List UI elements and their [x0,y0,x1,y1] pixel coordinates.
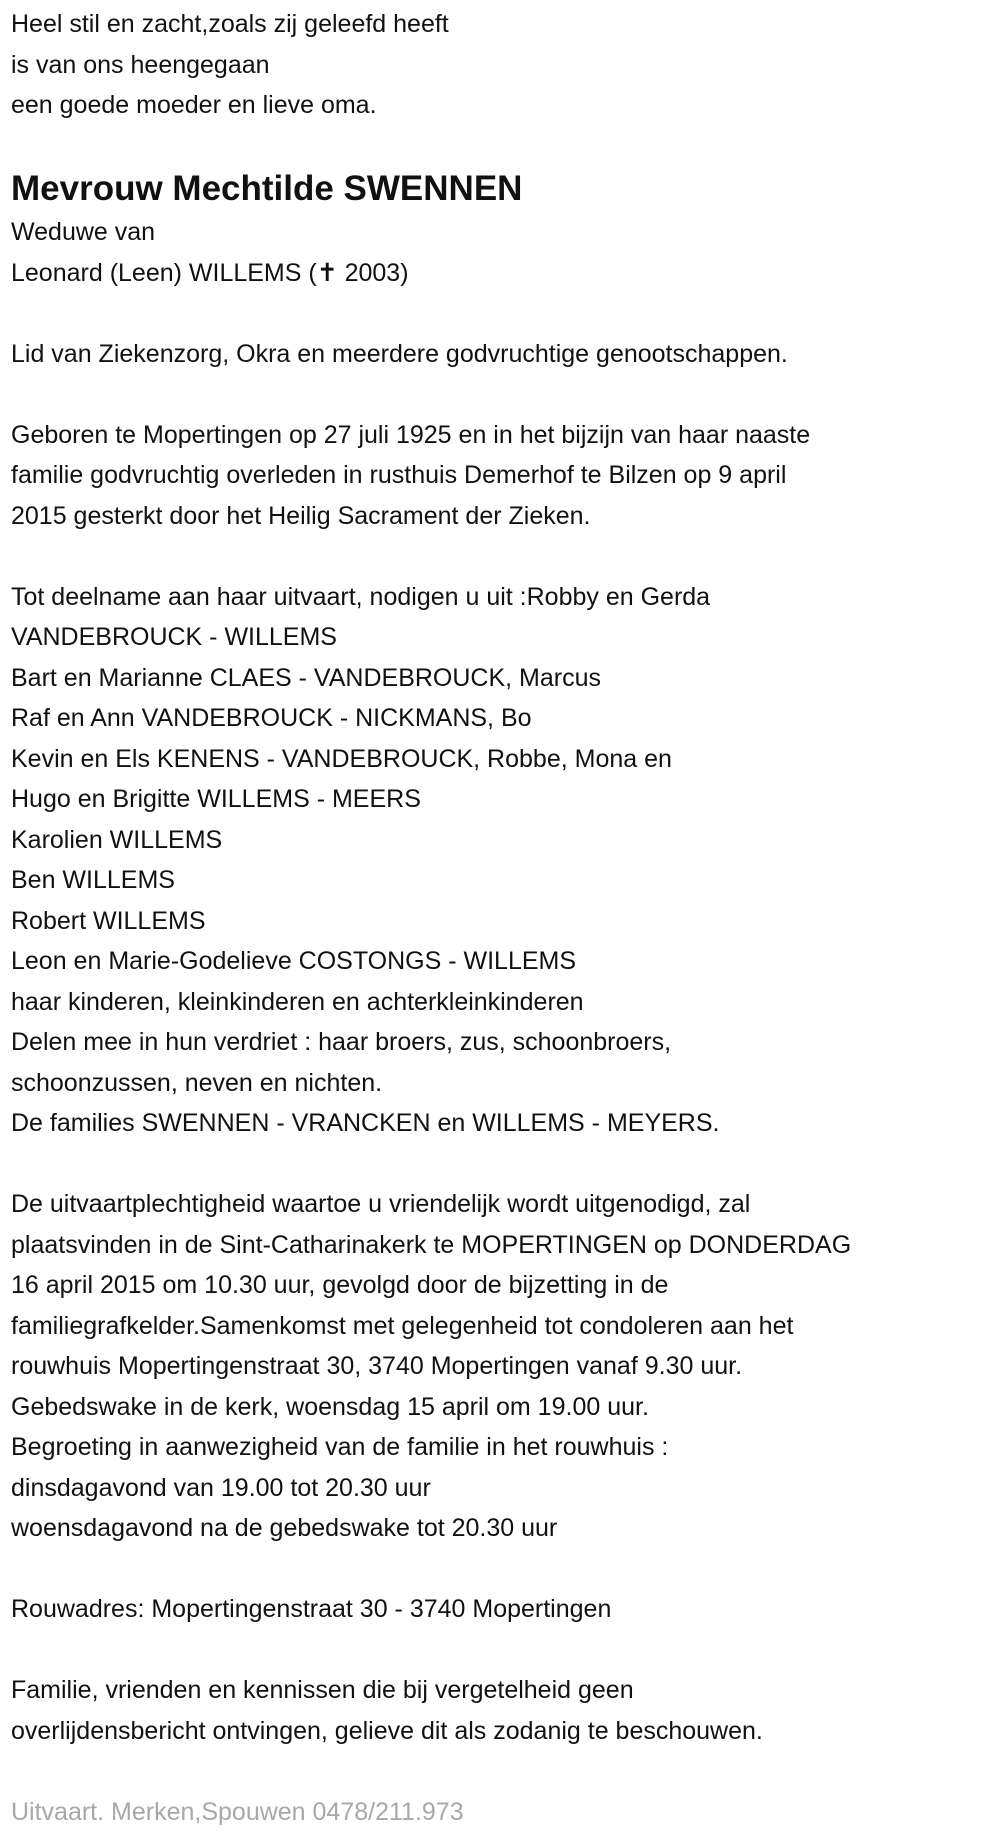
text-line: Tot deelname aan haar uitvaart, nodigen u uit :Robby en Gerda [11,577,1000,618]
text-line: overlijdensbericht ontvingen, gelieve dit als zodanig te beschouwen. [11,1711,1000,1752]
text-line: Gebedswake in de kerk, woensdag 15 april om 19.00 uur. [11,1387,1000,1428]
family-paragraph [11,577,1000,1144]
text-line: Leonard (Leen) WILLEMS (✝ 2003) [11,253,1000,294]
text-line: Familie, vrienden en kennissen die bij vergetelheid geen [11,1670,1000,1711]
address-paragraph [11,1589,1000,1630]
text-line: familiegrafkelder.Samenkomst met gelegenheid tot condoleren aan het [11,1306,1000,1347]
text-line: schoonzussen, neven en nichten. [11,1063,1000,1104]
text-line: Weduwe van [11,212,1000,253]
text-line: rouwhuis Mopertingenstraat 30, 3740 Mopertingen vanaf 9.30 uur. [11,1346,1000,1387]
text-line: Kevin en Els KENENS - VANDEBROUCK, Robbe, Mona en [11,739,1000,780]
text-line: Begroeting in aanwezigheid van de familie in het rouwhuis : [11,1427,1000,1468]
text-line: 16 april 2015 om 10.30 uur, gevolgd door de bijzetting in de [11,1265,1000,1306]
text-line: Raf en Ann VANDEBROUCK - NICKMANS, Bo [11,698,1000,739]
deceased-name: Mevrouw Mechtilde SWENNEN [11,166,1000,212]
text-line: familie godvruchtig overleden in rusthuis Demerhof te Bilzen op 9 april [11,455,1000,496]
text-line: woensdagavond na de gebedswake tot 20.30 uur [11,1508,1000,1549]
text-line: Delen mee in hun verdriet : haar broers, zus, schoonbroers, [11,1022,1000,1063]
text-line: een goede moeder en lieve oma. [11,85,1000,126]
text-line: Ben WILLEMS [11,860,1000,901]
text-line: plaatsvinden in de Sint-Catharinakerk te MOPERTINGEN op DONDERDAG [11,1225,1000,1266]
membership-paragraph [11,334,1000,375]
text-line: dinsdagavond van 19.00 tot 20.30 uur [11,1468,1000,1509]
spouse-paragraph [11,212,1000,293]
text-line: 2015 gesterkt door het Heilig Sacrament der Zieken. [11,496,1000,537]
text-line: Robert WILLEMS [11,901,1000,942]
text-line: De families SWENNEN - VRANCKEN en WILLEMS - MEYERS. [11,1103,1000,1144]
text-line: Hugo en Brigitte WILLEMS - MEERS [11,779,1000,820]
text-line: Geboren te Mopertingen op 27 juli 1925 en in het bijzijn van haar naaste [11,415,1000,456]
birth-death-paragraph [11,415,1000,537]
text-line: haar kinderen, kleinkinderen en achterkleinkinderen [11,982,1000,1023]
text-line: Lid van Ziekenzorg, Okra en meerdere godvruchtige genootschappen. [11,334,1000,375]
text-line: De uitvaartplechtigheid waartoe u vriendelijk wordt uitgenodigd, zal [11,1184,1000,1225]
text-line: is van ons heengegaan [11,45,1000,86]
text-line: Karolien WILLEMS [11,820,1000,861]
text-line: Heel stil en zacht,zoals zij geleefd heeft [11,4,1000,45]
text-line: Leon en Marie-Godelieve COSTONGS - WILLEMS [11,941,1000,982]
text-line: Rouwadres: Mopertingenstraat 30 - 3740 Mopertingen [11,1589,1000,1630]
text-line: VANDEBROUCK - WILLEMS [11,617,1000,658]
funeral-home-footer: Uitvaart. Merken,Spouwen 0478/211.973 [11,1792,1000,1832]
ceremony-paragraph [11,1184,1000,1549]
notice-paragraph [11,1670,1000,1751]
text-line: Bart en Marianne CLAES - VANDEBROUCK, Marcus [11,658,1000,699]
intro-paragraph [11,4,1000,126]
